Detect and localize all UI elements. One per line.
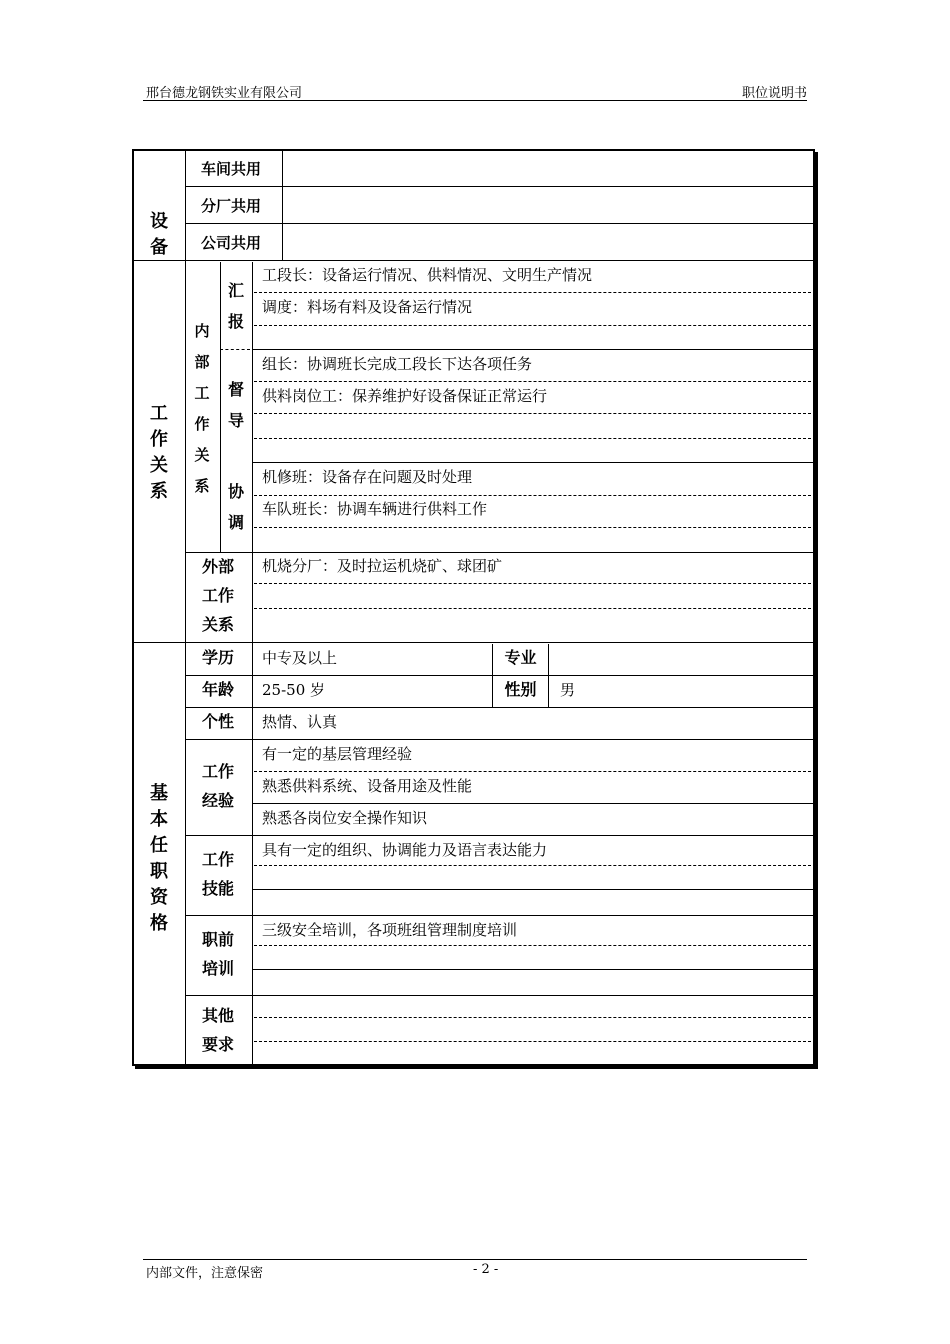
- gender-label: 性别: [504, 680, 537, 699]
- personality-value: 热情、认真: [262, 713, 338, 731]
- skills-item-1: 具有一定的组织、协调能力及语言表达能力: [262, 841, 548, 859]
- experience-item-1: 有一定的基层管理经验: [262, 745, 413, 763]
- equipment-row-workshop: 车间共用: [201, 160, 262, 178]
- external-label-line-2: 工作: [201, 586, 234, 605]
- supervise-item-1: 组长：协调班长完成工段长下达各项任务: [262, 355, 533, 373]
- training-label-line-1: 职前: [201, 930, 234, 949]
- external-item-1: 机烧分厂：及时拉运机烧矿、球团矿: [262, 557, 503, 575]
- coordinate-label: 协调: [227, 482, 244, 532]
- coordinate-item-1: 机修班：设备存在问题及时处理: [262, 468, 473, 486]
- other-label-line-1: 其他: [201, 1006, 234, 1025]
- personality-label: 个性: [201, 712, 234, 731]
- page-number: - 2 -: [473, 1262, 499, 1277]
- major-label: 专业: [504, 648, 537, 667]
- age-value: 25-50 岁: [262, 681, 326, 699]
- relations-section-label: 工作关系: [150, 403, 168, 502]
- training-label-line-2: 培训: [201, 959, 234, 978]
- report-item-1: 工段长：设备运行情况、供料情况、文明生产情况: [262, 266, 593, 284]
- age-label: 年龄: [201, 680, 234, 699]
- equipment-section-label: 设备: [150, 211, 168, 258]
- company-name: 邢台德龙钢铁实业有限公司: [146, 86, 303, 101]
- training-item-1: 三级安全培训，各项班组管理制度培训: [262, 921, 518, 939]
- supervise-item-2: 供料岗位工：保养维护好设备保证正常运行: [262, 387, 548, 405]
- document-title: 职位说明书: [741, 86, 807, 101]
- external-label-line-1: 外部: [201, 557, 234, 576]
- internal-relations-label: 内部工作关系: [194, 322, 210, 495]
- page-header: [143, 82, 807, 101]
- experience-item-2: 熟悉供料系统、设备用途及性能: [262, 777, 473, 795]
- report-label: 汇报: [227, 281, 244, 331]
- footer-confidential-note: 内部文件，注意保密: [146, 1266, 264, 1281]
- other-label-line-2: 要求: [201, 1035, 234, 1054]
- equipment-row-company: 公司共用: [201, 234, 262, 252]
- gender-value: 男: [560, 681, 576, 699]
- skills-label-line-2: 技能: [201, 879, 234, 898]
- job-description-table: [132, 149, 815, 1066]
- footer-divider: [143, 1259, 807, 1260]
- qualifications-section-label: 基本任职资格: [150, 783, 168, 934]
- report-item-2: 调度：料场有料及设备运行情况: [262, 298, 473, 316]
- education-value: 中专及以上: [262, 649, 338, 667]
- supervise-label: 督导: [227, 380, 244, 430]
- coordinate-item-2: 车队班长：协调车辆进行供料工作: [262, 500, 488, 518]
- experience-label-line-2: 经验: [201, 791, 234, 810]
- education-label: 学历: [201, 648, 234, 667]
- equipment-row-branch: 分厂共用: [201, 197, 262, 215]
- experience-item-3: 熟悉各岗位安全操作知识: [262, 809, 428, 827]
- external-label-line-3: 关系: [201, 615, 234, 634]
- experience-label-line-1: 工作: [201, 762, 234, 781]
- skills-label-line-1: 工作: [201, 850, 234, 869]
